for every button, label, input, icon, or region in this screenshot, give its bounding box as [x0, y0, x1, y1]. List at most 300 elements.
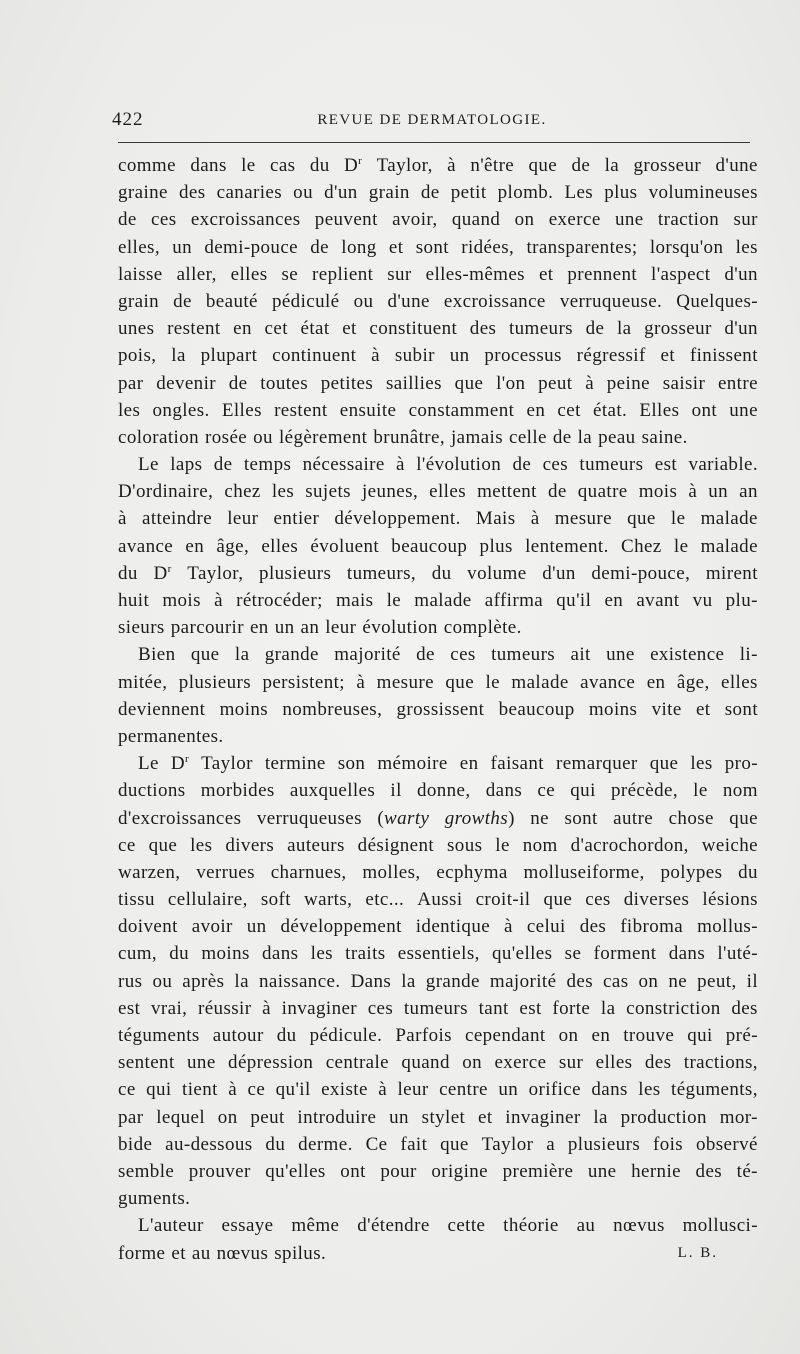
word: âge,: [676, 671, 710, 693]
text-line: [118, 1049, 758, 1076]
word: dans: [261, 943, 299, 965]
word: dépression: [228, 1052, 314, 1074]
text-line: [118, 750, 758, 777]
word: moins: [219, 698, 269, 720]
word: évoluent: [310, 535, 380, 557]
word: prouver: [188, 1160, 251, 1182]
word: à: [262, 997, 271, 1019]
text-line: [118, 940, 758, 967]
word: sont: [724, 698, 758, 720]
word: état: [300, 318, 330, 340]
word: ait: [570, 644, 591, 666]
word: weiche: [701, 834, 758, 856]
word: Taylor: [201, 753, 253, 775]
word: saisir: [662, 372, 706, 394]
word: diverses: [623, 889, 690, 911]
word: d'un: [542, 562, 576, 584]
word: le: [670, 508, 686, 530]
word: malade: [511, 671, 569, 693]
word: une: [606, 644, 635, 666]
text-line: [118, 859, 758, 886]
word: grain: [368, 182, 410, 204]
word: d'un: [324, 182, 358, 204]
word: sous: [447, 834, 483, 856]
word: une: [587, 1160, 617, 1182]
word: cependant: [464, 1025, 546, 1046]
word: $D^r$: [153, 562, 172, 584]
word: plupart: [200, 345, 258, 367]
word: la: [171, 345, 186, 367]
word: restent: [274, 399, 328, 421]
word: existe: [321, 1079, 368, 1101]
word: la: [593, 1106, 608, 1128]
word: canaries: [216, 182, 283, 204]
word: peut,: [697, 970, 737, 992]
word: que: [454, 372, 484, 394]
word: que: [148, 834, 178, 856]
word: mollusci-: [682, 1215, 758, 1237]
text-line: [118, 1185, 758, 1212]
word: fait: [400, 1133, 428, 1155]
word: un: [449, 345, 470, 367]
word: finissent: [689, 345, 758, 367]
word: donne,: [416, 780, 471, 802]
word: qu'elles: [265, 1160, 326, 1182]
word: du: [118, 562, 138, 584]
word: peine: [606, 372, 650, 394]
word: molluseiforme,: [523, 861, 645, 883]
word: chose: [668, 807, 714, 829]
word: constituent: [369, 318, 458, 340]
word: chez: [224, 481, 261, 503]
word: le: [673, 535, 689, 557]
word: le: [241, 155, 256, 176]
word: ou: [152, 970, 173, 992]
word: unes: [118, 318, 155, 340]
word: autre: [613, 807, 654, 829]
word: en: [646, 671, 666, 693]
word: tient: [182, 1079, 218, 1101]
word: pédiculé: [271, 290, 340, 312]
word: polypes: [660, 861, 723, 883]
text-line: [118, 288, 758, 315]
word: forte: [552, 997, 591, 1019]
word: Chez: [621, 535, 662, 557]
word: une: [729, 399, 758, 421]
word: de: [310, 236, 329, 258]
word: que: [190, 644, 220, 666]
word: ont: [691, 399, 718, 421]
word: fois: [652, 1133, 684, 1155]
word: à: [585, 372, 595, 394]
word: $D^r$: [344, 155, 363, 176]
word: au: [191, 1242, 211, 1264]
text-line: [118, 478, 758, 505]
word: Le: [138, 753, 159, 775]
word: du: [738, 861, 758, 883]
word: tant: [478, 997, 509, 1019]
word: fibroma: [620, 916, 684, 938]
word: lorsqu'on: [649, 236, 724, 258]
word: ou: [293, 182, 313, 204]
word: orifice: [528, 1079, 581, 1101]
word: sur: [387, 263, 412, 285]
word: d'excroissances: [118, 807, 242, 829]
word: de: [552, 426, 572, 448]
word: à: [356, 671, 366, 693]
word: divers: [225, 834, 275, 856]
word: saine.: [641, 426, 688, 448]
word: ecphyma: [436, 861, 508, 883]
text-line: [118, 451, 758, 478]
word: introduire: [297, 1106, 377, 1128]
word: nom: [522, 834, 558, 856]
word: à: [228, 1079, 238, 1101]
word: l'on: [496, 372, 526, 394]
word: des: [579, 916, 607, 938]
word: de: [118, 209, 137, 231]
text-line: [118, 261, 758, 288]
word: que: [649, 753, 679, 775]
text-line: [118, 723, 758, 750]
word: à: [396, 454, 405, 476]
word: quand: [451, 209, 501, 231]
word: évolution: [362, 617, 438, 639]
word: (warty: [377, 807, 430, 829]
word: vite: [651, 698, 682, 720]
word: ces: [585, 889, 611, 911]
word: an: [739, 481, 758, 503]
word: moins: [201, 943, 250, 965]
text-line: [118, 641, 758, 668]
word: une: [614, 209, 644, 231]
text-line: [118, 777, 758, 804]
word: pro-: [724, 753, 758, 775]
word: une: [187, 1052, 216, 1074]
word: essaye: [221, 1215, 274, 1237]
word: pois,: [118, 345, 157, 367]
word: ne: [668, 970, 688, 992]
word: les: [735, 236, 758, 258]
word: des: [731, 997, 758, 1019]
word: mesure: [554, 508, 612, 530]
word: Taylor,: [376, 155, 433, 176]
word: malade: [414, 590, 472, 611]
word: ces: [367, 997, 394, 1019]
word: tumeurs: [403, 997, 468, 1019]
word: majorité: [489, 970, 557, 992]
word: théorie: [503, 1215, 559, 1237]
word: mois: [638, 481, 678, 503]
word: le: [485, 671, 500, 693]
word: tumeurs: [491, 644, 556, 666]
word: toutes: [260, 372, 309, 394]
word: beauté: [205, 290, 258, 312]
word: Bien: [138, 644, 176, 666]
word: par: [118, 1106, 144, 1128]
word: morbides: [200, 780, 275, 802]
word: elles: [595, 1052, 633, 1074]
text-line: [118, 886, 758, 913]
word: qui: [570, 780, 596, 802]
word: permanentes.: [118, 725, 224, 747]
word: coloration: [118, 426, 200, 448]
word: le: [495, 834, 510, 856]
word: à: [371, 345, 380, 367]
word: identique: [415, 916, 491, 938]
word: téguments,: [671, 1079, 758, 1101]
word: Taylor,: [187, 562, 244, 584]
article-body: [118, 152, 758, 1267]
word: plusieurs: [259, 562, 332, 584]
word: cette: [447, 1215, 486, 1237]
word: celle: [509, 426, 547, 448]
word: ce: [537, 780, 556, 802]
word: en: [249, 617, 269, 639]
word: pour: [380, 1160, 417, 1182]
word: ces: [542, 454, 569, 476]
word: volume: [467, 562, 527, 584]
word: ongles.: [152, 399, 210, 421]
word: cum,: [118, 943, 158, 965]
word: guments.: [118, 1188, 191, 1210]
word: cet: [557, 399, 581, 421]
author-initials: L. B.: [677, 1244, 718, 1261]
word: au-dessous: [165, 1133, 253, 1155]
word: les: [190, 834, 213, 856]
word: Le: [138, 454, 159, 476]
word: naissance.: [258, 970, 341, 992]
word: Quelques-: [676, 290, 758, 312]
text-line: [118, 1022, 758, 1049]
text-line: [118, 370, 758, 397]
word: régressif: [576, 345, 646, 367]
text-line: [118, 1076, 758, 1103]
word: âge,: [216, 535, 250, 557]
word: centre: [439, 1079, 488, 1101]
word: elles: [429, 481, 466, 503]
word: demi-pouce: [204, 236, 298, 258]
word: tumeurs: [579, 454, 644, 476]
word: trouve: [623, 1025, 675, 1046]
word: est: [654, 454, 678, 476]
word: sieurs: [118, 617, 165, 639]
word: d'une: [715, 155, 758, 176]
word: peuvent: [314, 209, 378, 231]
word: ces: [151, 209, 177, 231]
word: forme: [118, 1242, 166, 1264]
word: tissu: [118, 889, 155, 911]
word: qu'il: [556, 590, 592, 611]
word: et: [660, 345, 676, 367]
word: les: [118, 399, 141, 421]
word: vrai,: [151, 997, 188, 1019]
word: l'uté-: [717, 943, 758, 965]
word: faisant: [490, 753, 544, 775]
word: tractions,: [683, 1052, 758, 1074]
word: du: [169, 943, 190, 965]
word: mais: [335, 590, 374, 611]
text-line: [118, 1212, 758, 1239]
word: on: [217, 1106, 238, 1128]
word: mitée,: [118, 671, 168, 693]
word: ou: [353, 290, 374, 312]
word: entier: [273, 508, 320, 530]
word: jamais: [451, 426, 503, 448]
word: qui: [146, 1079, 172, 1101]
word: lequel: [156, 1106, 206, 1128]
word: leur: [325, 617, 357, 639]
word: légèrement: [278, 426, 368, 448]
word: et: [388, 236, 404, 258]
word: sont: [415, 236, 449, 258]
word: à: [378, 1079, 388, 1101]
word: termine: [264, 753, 326, 775]
word: un: [498, 1079, 519, 1101]
word: le: [693, 780, 708, 802]
word: de: [213, 454, 233, 476]
word: que: [729, 807, 758, 829]
word: en: [591, 1025, 611, 1046]
word: plusieurs: [178, 671, 252, 693]
word: brunâtre,: [373, 426, 445, 448]
word: charnues,: [270, 861, 347, 883]
word: par: [118, 372, 144, 394]
word: soft: [260, 889, 291, 911]
text-line: [118, 614, 758, 641]
word: parcourir: [170, 617, 244, 639]
word: warzen,: [118, 861, 181, 883]
text-line: [118, 234, 758, 261]
text-line: [118, 1131, 758, 1158]
word: que: [627, 508, 656, 530]
word: processus: [484, 345, 562, 367]
word: lentement.: [525, 535, 609, 557]
word: leur: [397, 1079, 429, 1101]
word: un: [389, 1106, 409, 1128]
word: elles,: [118, 236, 160, 258]
word: ne: [530, 807, 550, 829]
word: à: [688, 481, 698, 503]
word: réussir: [197, 997, 252, 1019]
word: de: [547, 481, 567, 503]
word: mémoire: [377, 753, 448, 775]
word: ou: [253, 426, 273, 448]
word: vu: [692, 590, 713, 611]
word: est: [519, 997, 542, 1019]
word: la: [234, 644, 250, 666]
word: sujets: [305, 481, 351, 503]
text-line: [118, 1240, 758, 1267]
word: li-: [739, 644, 758, 666]
word: un: [708, 481, 729, 503]
word: du: [265, 1133, 286, 1155]
word: verruqueuse.: [559, 290, 663, 312]
word: malade: [700, 535, 758, 557]
word: restent: [167, 318, 221, 340]
text-line: [118, 560, 758, 587]
word: centrale: [325, 1052, 390, 1074]
word: et: [171, 1242, 186, 1264]
word: elles: [230, 263, 268, 285]
text-line: [118, 1158, 758, 1185]
word: petit: [450, 182, 487, 204]
word: auteurs: [287, 834, 345, 856]
word: peau: [598, 426, 636, 448]
word: la: [577, 426, 593, 448]
word: grande: [425, 970, 480, 992]
word: l'évolution: [416, 454, 502, 476]
word: beaucoup: [391, 535, 468, 557]
word: ductions: [118, 780, 186, 802]
word: aller,: [176, 263, 217, 285]
word: des: [695, 1160, 723, 1182]
word: ridées,: [461, 236, 515, 258]
word: les: [271, 481, 295, 503]
word: variable.: [688, 454, 758, 476]
text-line: [118, 179, 758, 206]
text-line: [118, 424, 758, 451]
text-line: [118, 968, 758, 995]
word: laisse: [118, 263, 163, 285]
word: et: [342, 318, 357, 340]
word: à: [530, 508, 540, 530]
word: excroissance: [443, 290, 546, 312]
word: d'acrochordon,: [570, 834, 689, 856]
word: invaginer: [505, 1106, 581, 1128]
word: replient: [312, 263, 374, 285]
word: que: [445, 671, 475, 693]
word: nombreuses,: [282, 698, 383, 720]
word: comme: [118, 155, 176, 176]
word: de: [512, 454, 532, 476]
word: Taylor: [481, 1133, 534, 1155]
text-line: [118, 206, 758, 233]
word: état.: [592, 399, 628, 421]
word: nom: [722, 780, 758, 802]
text-line: [118, 669, 758, 696]
word: ce: [118, 834, 136, 856]
word: Parfois: [395, 1025, 452, 1046]
word: affirma: [484, 590, 544, 611]
word: hernie: [631, 1160, 681, 1182]
word: que: [543, 889, 573, 911]
word: ensuite: [339, 399, 397, 421]
word: de: [585, 318, 605, 340]
word: excroissances: [190, 209, 301, 231]
word: traction: [657, 209, 720, 231]
word: l'aspect: [651, 263, 711, 285]
word: sentent: [118, 1052, 175, 1074]
word: rétrocéder;: [236, 590, 323, 611]
word: etc...: [365, 889, 405, 911]
word: à: [447, 155, 456, 176]
word: désignent: [357, 834, 435, 856]
word: en: [185, 535, 205, 557]
word: production: [620, 1106, 707, 1128]
word: majorité: [334, 644, 401, 666]
word: cellulaire,: [167, 889, 248, 911]
text-line: [118, 152, 758, 179]
word: elles: [261, 535, 299, 557]
word: Elles: [221, 399, 262, 421]
word: a: [546, 1133, 556, 1155]
word: growths): [444, 807, 515, 829]
word: on: [514, 209, 535, 231]
word: avance: [118, 535, 174, 557]
word: il: [390, 780, 402, 802]
text-line: [118, 995, 758, 1022]
